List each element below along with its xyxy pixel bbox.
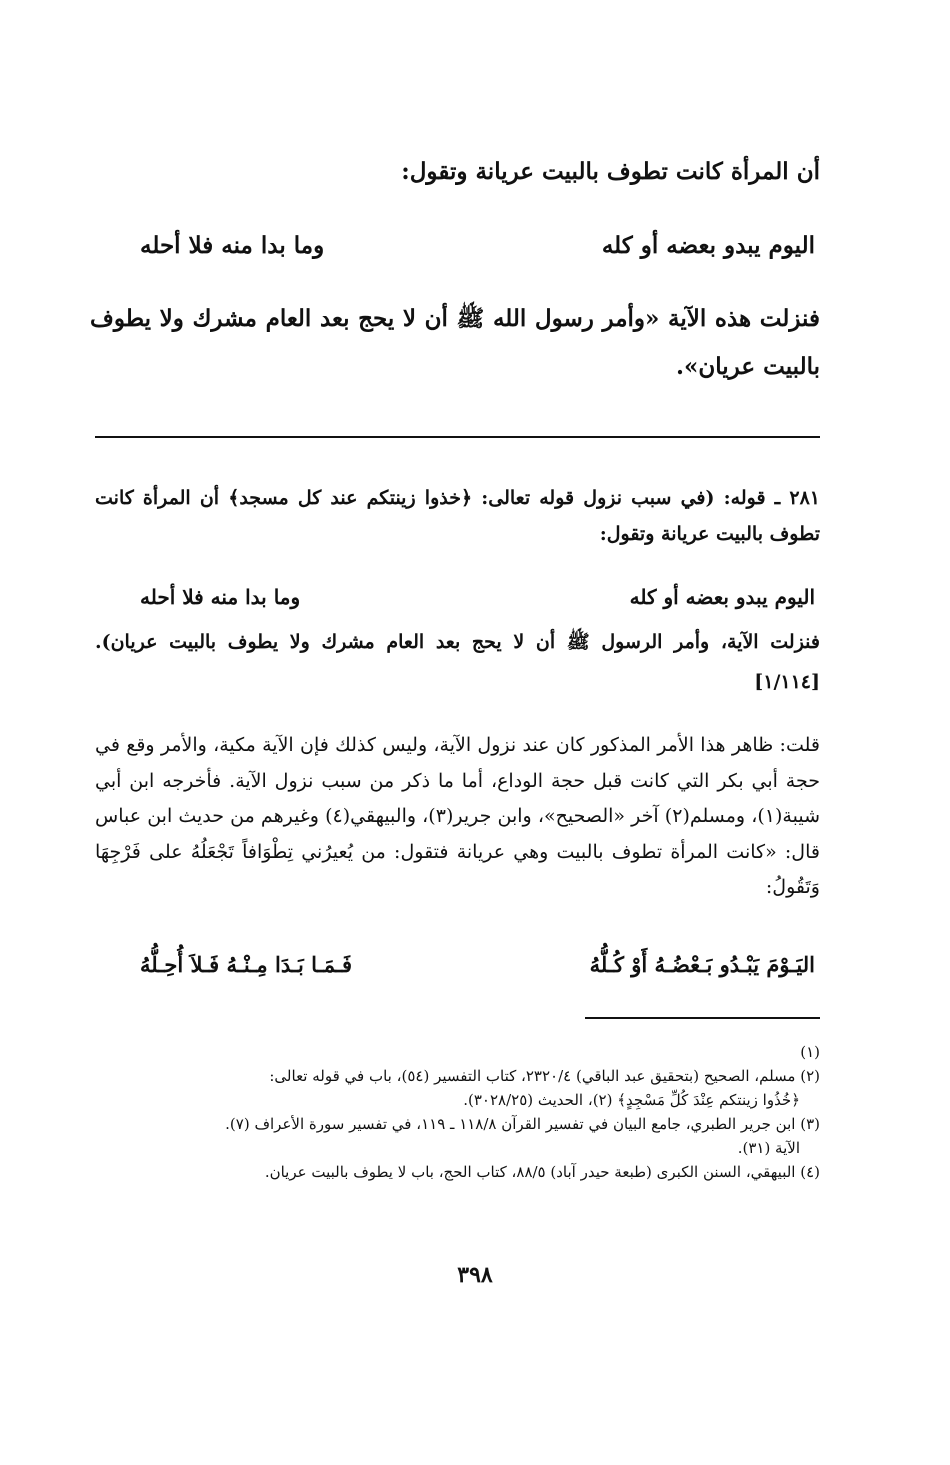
entry-heading	[95, 481, 820, 552]
section-divider	[95, 436, 820, 438]
verse-hemistich-right: اليوم يبدو بعضه أو كله	[601, 232, 815, 259]
verse-hemistich-left: فَـمَـا بَـدَا مِـنْـهُ فَـلاَ أُحِـلُّهُ	[140, 952, 353, 977]
quoted-intro-line: أن المرأة كانت تطوف بالبيت عريانة وتقول:	[401, 158, 820, 185]
commentary-verse	[140, 952, 815, 977]
page-number: ٣٩٨	[457, 1262, 493, 1288]
footnote-2-continued: ﴿خُذُوا زينتكم عِنْدَ كُلِّ مَسْجِدٍ﴾ (٢)، الحديث (٣٠٢٨/٢٥).	[463, 1091, 800, 1109]
verse-hemistich-right: اليَـوْمَ يَبْـدُو بَـعْضُـهُ أَوْ كُـلُّهُ	[589, 952, 815, 977]
quoted-paragraph-text: فنزلت هذه الآية «وأمر رسول الله ﷺ أن لا يحج بعد العام مشرك ولا يطوف بالبيت عريان».	[90, 305, 820, 380]
footnotes	[90, 1040, 820, 1184]
footnote-3-continued: الآية (٣١).	[737, 1139, 800, 1157]
commentary-text: قلت: ظاهر هذا الأمر المذكور كان عند نزول الآية، وليس كذلك فإن الآية مكية، والأمر وقع في حجة أبي بكر التي كانت قبل حجة الوداع، أما ما ذكر من سبب نزول الآية. فأخرجه ابن أبي شيبة(١)، ومسلم(٢) آخر «الصحيح»، وابن جرير(٣)، والبيهقي(٤) وغيرهم من حديث ابن عباس قال: «كانت المرأة تطوف بالبيت وهي عريانة فتقول: من يُعيرُني تِطْوَافاً تَجْعَلُهُ على فَرْجِهَا وَتَقُولُ:	[95, 734, 820, 898]
quoted-verse	[140, 232, 815, 259]
commentary	[95, 728, 820, 906]
footnote-divider	[585, 1017, 820, 1019]
footnote-4: (٤) البيهقي، السنن الكبرى (طبعة حيدر آباد) ٨٨/٥، كتاب الحج، باب لا يطوف بالبيت عريان.	[264, 1163, 820, 1181]
footnote-2: (٢) مسلم، الصحيح (بتحقيق عبد الباقي) ٢٣٢٠/٤، كتاب التفسير (٥٤)، باب في قوله تعالى:	[269, 1067, 820, 1085]
quoted-paragraph	[90, 295, 820, 391]
verse-hemistich-left: وما بدا منه فلا أحله	[140, 232, 325, 259]
entry-heading-text: ٢٨١ ـ قوله: (في سبب نزول قوله تعالى: ﴿خذوا زينتكم عند كل مسجد﴾ أن المرأة كانت تطوف بالبيت عريانة وتقول:	[95, 487, 820, 545]
footnote-3: (٣) ابن جرير الطبري، جامع البيان في تفسير القرآن ١١٨/٨ ـ ١١٩، في تفسير سورة الأعراف (٧).	[225, 1115, 820, 1133]
footnote-1: (١)	[800, 1043, 820, 1061]
verse-hemistich-right: اليوم يبدو بعضه أو كله	[629, 585, 815, 609]
entry-verse	[140, 585, 815, 609]
verse-hemistich-left: وما بدا منه فلا أحله	[140, 585, 301, 609]
entry-text	[95, 622, 820, 702]
entry-text-content: فنزلت الآية، وأمر الرسول ﷺ أن لا يحج بعد العام مشرك ولا يطوف بالبيت عريان). [١/١١٤]	[95, 631, 820, 693]
